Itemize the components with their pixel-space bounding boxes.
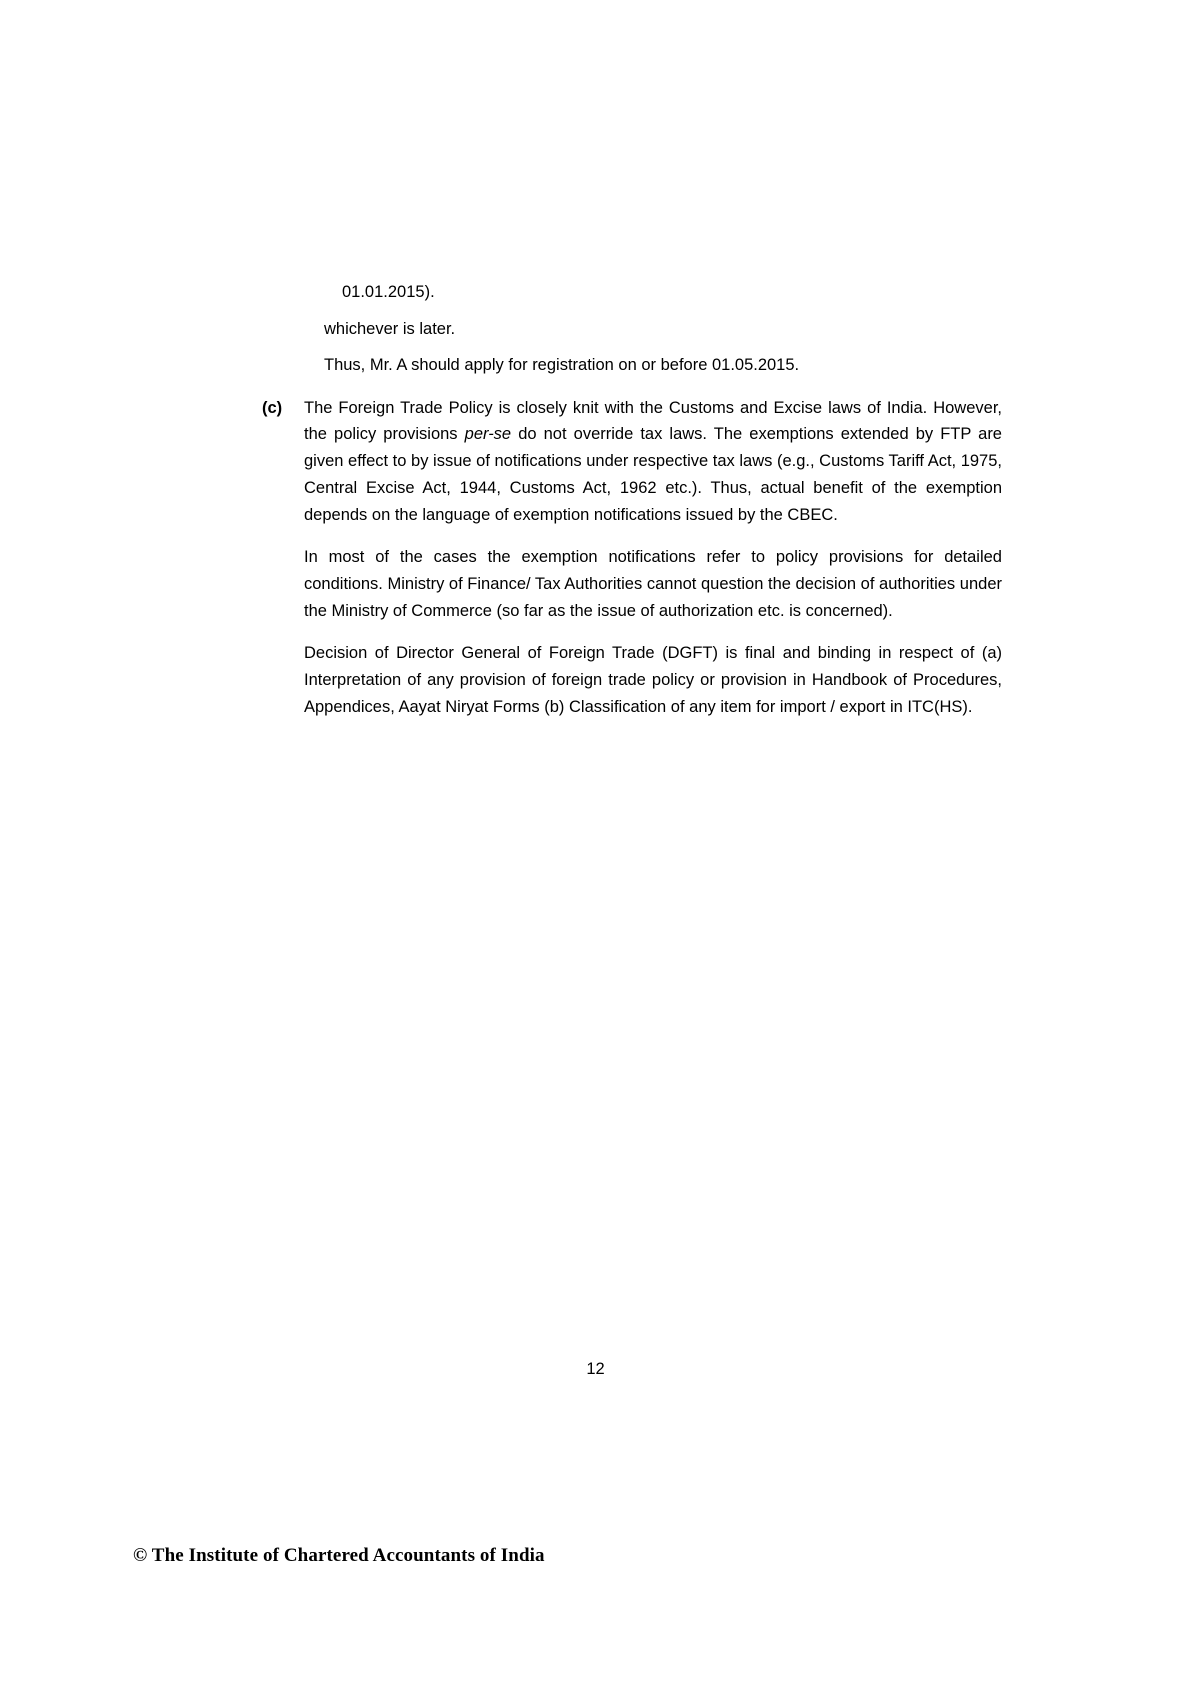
text-line-registration-conclusion: Thus, Mr. A should apply for registration on or before 01.05.2015.	[324, 356, 800, 375]
clause-paragraph-1-text-b: do not override tax laws. The exemptions extended by FTP are given effect to by issue of notifications under respective tax laws (e.g., Customs Tariff Act, 1975, Central Excise Act, 1944, Customs Act, 1962 etc.). Thus, actual benefit of the exemption depends on the language of exemption notifications issued by the CBEC.	[304, 425, 1002, 524]
clause-body	[304, 395, 1002, 721]
clause-paragraph-1	[304, 395, 1002, 529]
clause-paragraph-3: Decision of Director General of Foreign Trade (DGFT) is final and binding in respect of (a) Interpretation of any provision of foreign trade policy or provision in Handbook of Procedures, Appendices, Aayat Niryat Forms (b) Classification of any item for import / export in ITC(HS).	[304, 644, 1002, 716]
document-body	[262, 280, 1002, 721]
text-line-whichever-is-later: whichever is later.	[324, 319, 456, 338]
clause-label: (c)	[262, 398, 283, 417]
clause-paragraph-1-italic: per-se	[464, 425, 512, 444]
footer-copyright: © The Institute of Chartered Accountants of India	[133, 1545, 545, 1566]
clause-c	[262, 395, 1002, 721]
clause-paragraph-1-text-a: The Foreign Trade Policy is closely knit with the Customs and Excise laws of India. However, the policy provisions	[304, 398, 1002, 444]
page-number: 12	[586, 1360, 605, 1378]
text-line-date: 01.01.2015).	[342, 283, 435, 301]
clause-paragraph-2: In most of the cases the exemption notifications refer to policy provisions for detailed conditions. Ministry of Finance/ Tax Authorities cannot question the decision of authorities under the Ministry of Commerce (so far as the issue of authorization etc. is concerned).	[304, 548, 1002, 620]
